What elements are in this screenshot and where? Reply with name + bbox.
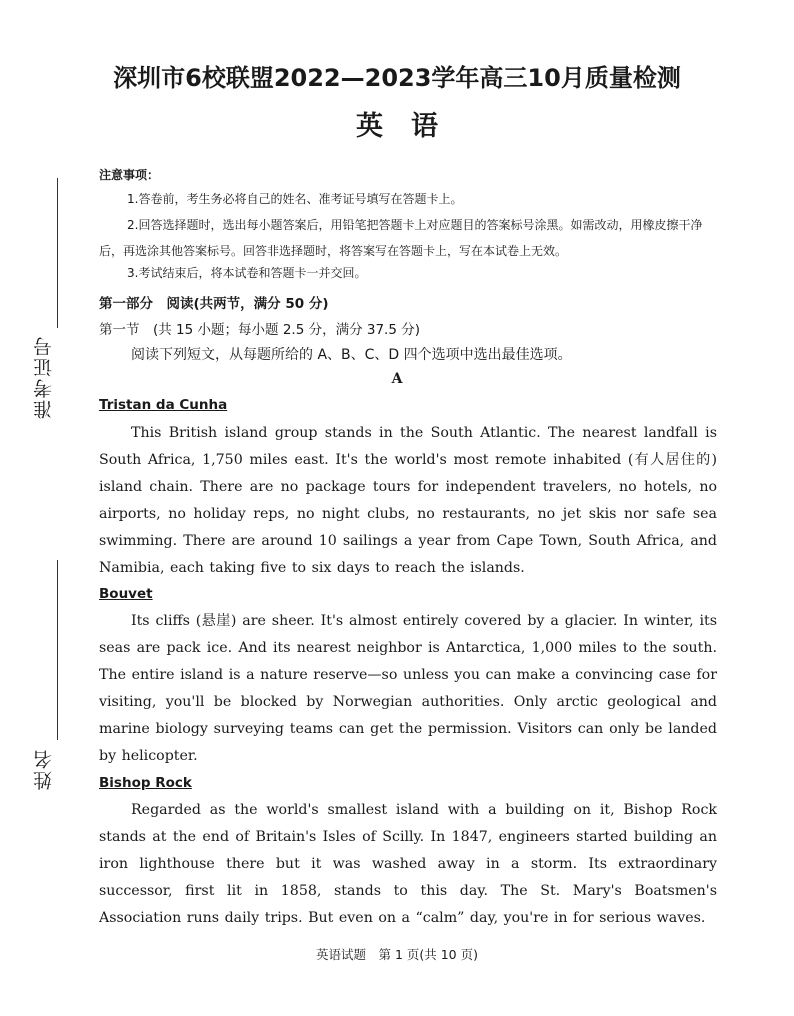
section-title: 第一节 (共 15 小题；每小题 2.5 分，满分 37.5 分) — [99, 322, 420, 338]
note-item: 2.回答选择题时，选出每小题答案后，用铅笔把答题卡上对应题目的答案标号涂黑。如需改动，用橡皮擦干净后，再选涂其他答案标号。回答非选择题时，将答案写在答题卡上，写在本试卷上无效。 — [99, 218, 703, 258]
page-footer: 英语试题 第 1 页(共 10 页) — [315, 947, 478, 962]
exam-title: 深圳市6校联盟2022—2023学年高三10月质量检测 — [113, 64, 681, 92]
passage-paragraph: Its cliffs (悬崖) are sheer. It's almost entirely covered by a glacier. In winter, its seas are pack ice. And its nearest neighbor is Antarctica, 1,000 miles to the south. The entire island is a nature reserve—so unless you can make a convincing case for visiting, you'll be blocked by Norwegian authorities. Only arctic geological and marine biology surveying teams can get the permission. Visitors can only be landed by helicopter. — [99, 613, 717, 764]
note-item: 1.答卷前，考生务必将自己的姓名、准考证号填写在答题卡上。 — [127, 192, 463, 206]
instruction: 阅读下列短文，从每题所给的 A、B、C、D 四个选项中选出最佳选项。 — [131, 347, 572, 363]
exam-id-line — [57, 178, 58, 328]
passage-letter: A — [391, 371, 403, 387]
passage-heading: Bouvet — [99, 586, 153, 602]
passage-paragraph: Regarded as the world's smallest island with a building on it, Bishop Rock stands at the end of Britain's Isles of Scilly. In 1847, engineers started building an iron lighthouse there but it was washed away in a storm. Its extraordinary successor, first lit in 1858, stands to this day. The St. Mary's Boatsmen's Association runs daily trips. But even on a “calm” day, you're in for serious waves. — [99, 802, 717, 926]
passage-heading: Bishop Rock — [99, 775, 192, 791]
part-title: 第一部分 阅读(共两节，满分 50 分) — [99, 296, 329, 312]
passage-heading: Tristan da Cunha — [99, 397, 228, 413]
exam-id-label: 准考证号 — [33, 335, 55, 419]
note-item: 3.考试结束后，将本试卷和答题卡一并交回。 — [127, 266, 367, 280]
name-line — [57, 560, 58, 740]
passage-paragraph: This British island group stands in the South Atlantic. The nearest landfall is South Africa, 1,750 miles east. It's the world's most remote inhabited (有人居住的) island chain. There are no package tours for independent travelers, no hotels, no airports, no holiday reps, no night clubs, no restaurants, no jet skis nor safe sea swimming. There are around 10 sailings a year from Cape Town, South Africa, and Namibia, each taking five to six days to reach the islands. — [99, 425, 717, 576]
subject-title: 英语 — [356, 111, 466, 142]
name-label: 姓名 — [33, 748, 55, 790]
notes-heading: 注意事项： — [99, 168, 160, 182]
